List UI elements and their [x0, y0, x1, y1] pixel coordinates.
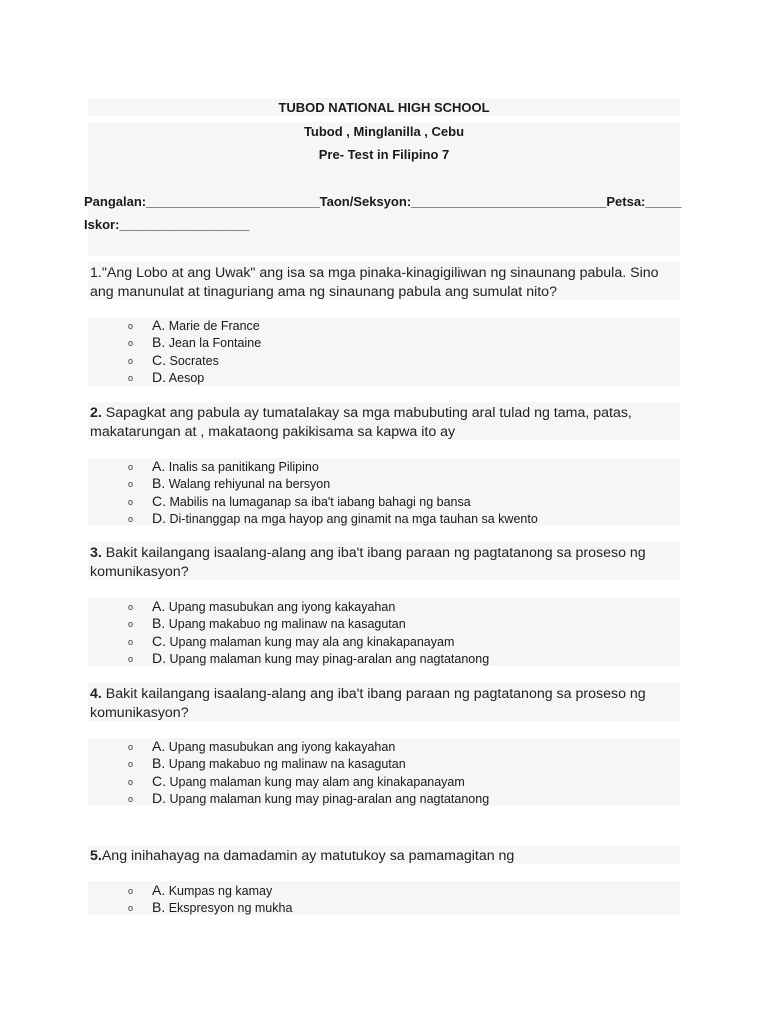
- question-number: 5.: [90, 848, 102, 864]
- bullet-icon: o: [128, 496, 134, 507]
- choice-list: [128, 882, 292, 917]
- bullet-icon: o: [128, 653, 134, 664]
- question-text: Bakit kailangang isaalang-alang ang iba't ibang paraan ng pagtatanong sa proseso ng komunikasyon?: [90, 545, 646, 580]
- choice-c: o C. Socrates: [128, 351, 219, 368]
- bullet-icon: o: [128, 338, 134, 349]
- bullet-icon: o: [128, 619, 134, 630]
- choice-list: [128, 598, 489, 667]
- test-title: Pre- Test in Filipino 7: [318, 147, 450, 162]
- question-text: Sapagkat ang pabula ay tumatalakay sa mga mabubuting aral tulad ng tama, patas, makatarungan at , makataong pakikisama sa kapwa ito ay: [90, 405, 632, 440]
- choice-a: o A. Inalis sa panitikang Pilipino: [128, 458, 319, 474]
- choice-c: o C. Upang malaman kung may ala ang kinakapanayam: [128, 632, 455, 649]
- header-band: [88, 122, 680, 256]
- question-text: "Ang Lobo at ang Uwak" ang isa sa mga pinaka-kinagigiliwan ng sinaunang pabula. Sino ang manunulat at tinaguriang ama ng sinaunang pabula ang sumulat nito?: [90, 265, 659, 300]
- choice-list: [128, 738, 489, 807]
- question-4: [90, 685, 675, 723]
- question-number: 4.: [90, 686, 102, 702]
- choice-a: o A. Marie de France: [128, 317, 260, 333]
- choice-c: o C. Upang malaman kung may alam ang kinakapanayam: [128, 772, 465, 789]
- name-section-date-line: Pangalan:________________________Taon/Seksyon:___________________________Petsa:_____: [84, 194, 682, 209]
- choice-b: o B. Walang rehiyunal na bersyon: [128, 475, 331, 492]
- bullet-icon: o: [128, 776, 134, 787]
- choice-a: o A. Upang masubukan ang iyong kakayahan: [128, 598, 396, 614]
- question-1: [90, 264, 675, 302]
- bullet-icon: o: [128, 742, 134, 752]
- bullet-icon: o: [128, 886, 134, 896]
- choice-b: o B. Jean la Fontaine: [128, 334, 262, 351]
- choice-c: o C. Mabilis na lumaganap sa iba't iabang bahagi ng bansa: [128, 492, 471, 509]
- choice-a: o A. Upang masubukan ang iyong kakayahan: [128, 738, 396, 754]
- bullet-icon: o: [128, 793, 134, 804]
- bullet-icon: o: [128, 636, 134, 647]
- question-number: 1.: [90, 265, 102, 281]
- choice-list: [128, 317, 261, 386]
- bullet-icon: o: [128, 513, 134, 524]
- choice-d: o D. Aesop: [128, 368, 205, 385]
- bullet-icon: o: [128, 602, 134, 612]
- choice-b: o B. Upang makabuo ng malinaw na kasagutan: [128, 755, 406, 772]
- choice-d: o D. Upang malaman kung may pinag-aralan ang nagtatanong: [128, 789, 490, 806]
- bullet-icon: o: [128, 759, 134, 770]
- choice-b: o B. Ekspresyon ng mukha: [128, 899, 293, 916]
- choice-b: o B. Upang makabuo ng malinaw na kasagutan: [128, 615, 406, 632]
- bullet-icon: o: [128, 355, 134, 366]
- bullet-icon: o: [128, 479, 134, 490]
- question-text: Ang inihahayag na damadamin ay matutukoy sa pamamagitan ng: [101, 848, 515, 864]
- question-3: [90, 544, 675, 582]
- choice-d: o D. Upang malaman kung may pinag-aralan ang nagtatanong: [128, 649, 490, 666]
- question-2: [90, 404, 675, 442]
- question-number: 3.: [90, 545, 102, 561]
- school-name: TUBOD NATIONAL HIGH SCHOOL: [278, 100, 490, 115]
- bullet-icon: o: [128, 903, 134, 914]
- choice-d: o D. Di-tinanggap na mga hayop ang ginamit na mga tauhan sa kwento: [128, 509, 538, 526]
- question-5: [90, 847, 675, 866]
- question-number: 2.: [90, 405, 102, 421]
- choice-a: o A. Kumpas ng kamay: [128, 882, 273, 898]
- school-address: Tubod , Minglanilla , Cebu: [303, 124, 465, 139]
- score-line: Iskor:__________________: [84, 217, 250, 232]
- bullet-icon: o: [128, 321, 134, 331]
- bullet-icon: o: [128, 372, 134, 383]
- question-text: Bakit kailangang isaalang-alang ang iba't ibang paraan ng pagtatanong sa proseso ng komunikasyon?: [90, 686, 646, 721]
- choice-list: [128, 458, 538, 527]
- bullet-icon: o: [128, 462, 134, 472]
